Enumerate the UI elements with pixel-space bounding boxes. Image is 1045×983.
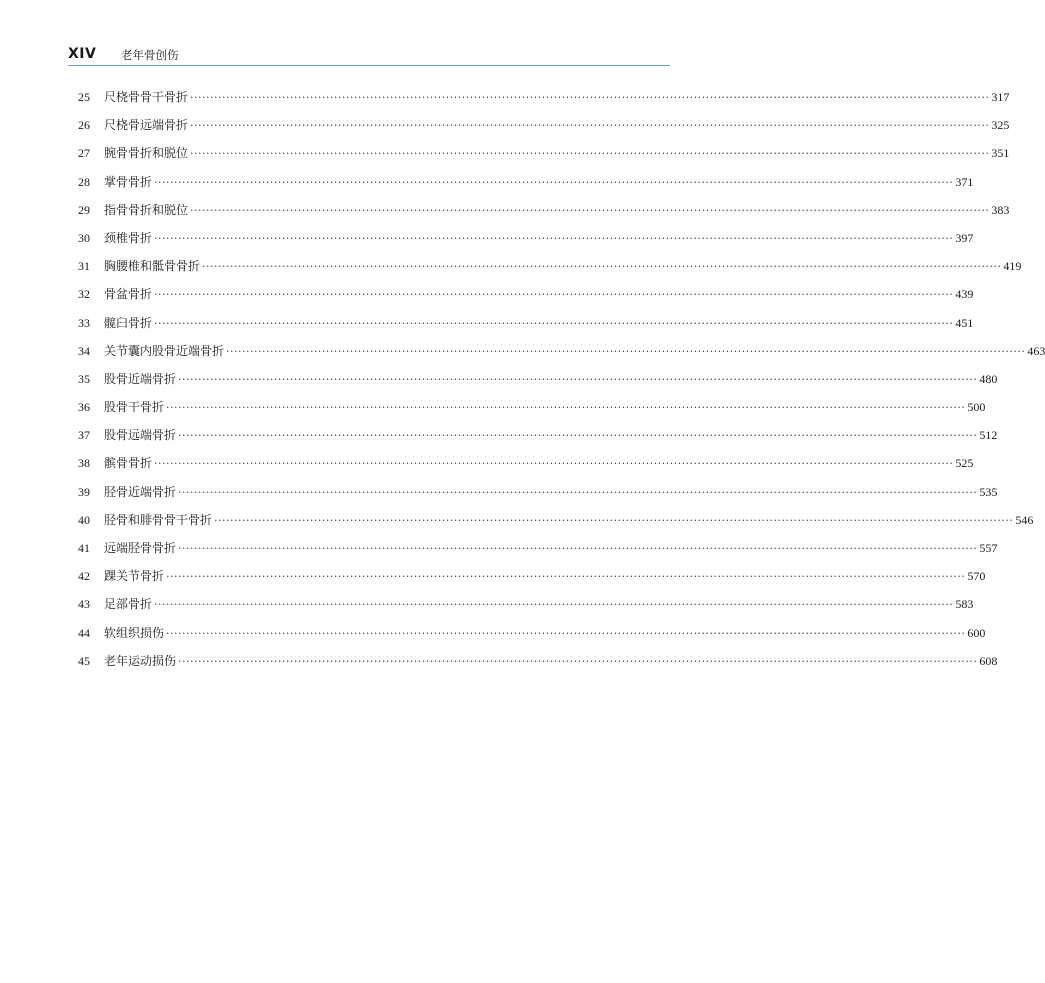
chapter-number: 33: [78, 315, 90, 330]
chapter-page-number: 546: [1015, 512, 1034, 527]
chapter-number: 37: [78, 428, 90, 443]
chapter-number: 26: [78, 118, 90, 133]
chapter-page-number: 525: [955, 456, 974, 471]
dot-leader: ········································································································································································································: [178, 429, 978, 443]
dot-leader: ········································································································································································································: [166, 401, 966, 415]
dot-leader: ········································································································································································································: [154, 457, 954, 471]
toc-entry[interactable]: [78, 257, 1022, 285]
toc-entry[interactable]: [78, 88, 1010, 116]
dot-leader: ········································································································································································································: [154, 598, 954, 612]
chapter-page-number: 371: [955, 174, 974, 189]
chapter-page-number: 463: [1027, 343, 1045, 358]
chapter-number: 38: [78, 456, 90, 471]
chapter-page-number: 419: [1003, 259, 1022, 274]
toc-entry[interactable]: [78, 454, 974, 482]
chapter-number: 41: [78, 541, 90, 555]
chapter-title[interactable]: 踝关节骨折: [104, 569, 165, 584]
chapter-number: 25: [78, 90, 90, 104]
chapter-title[interactable]: 远端胫骨骨折: [104, 541, 177, 555]
chapter-title[interactable]: 尺桡骨远端骨折: [104, 118, 189, 133]
chapter-number: 36: [78, 400, 90, 415]
dot-leader: ········································································································································································································: [214, 513, 1014, 527]
chapter-page-number: 325: [991, 118, 1010, 133]
dot-leader: ········································································································································································································: [190, 119, 990, 133]
book-title: 老年骨创伤: [121, 48, 179, 62]
header-rule: [68, 65, 670, 66]
chapter-number: 35: [78, 371, 90, 386]
chapter-page-number: 535: [979, 484, 998, 499]
toc-entry[interactable]: [78, 229, 974, 257]
toc-entry[interactable]: [78, 116, 1010, 144]
dot-leader: ········································································································································································································: [190, 91, 990, 104]
chapter-number: 27: [78, 146, 90, 161]
chapter-title[interactable]: 老年运动损伤: [104, 653, 177, 668]
dot-leader: ········································································································································································································: [178, 485, 978, 499]
dot-leader: ········································································································································································································: [178, 654, 978, 668]
toc-entry[interactable]: [78, 426, 998, 454]
chapter-title[interactable]: 胫骨和腓骨骨干骨折: [104, 512, 213, 527]
dot-leader: ········································································································································································································: [202, 260, 1002, 274]
table-of-contents: [78, 88, 1045, 680]
chapter-page-number: 583: [955, 597, 974, 612]
toc-entry[interactable]: [78, 539, 998, 567]
toc-entry[interactable]: [78, 201, 1010, 229]
chapter-page-number: 317: [991, 90, 1010, 104]
chapter-page-number: 451: [955, 315, 974, 330]
dot-leader: ········································································································································································································: [178, 542, 978, 555]
chapter-number: 43: [78, 597, 90, 612]
chapter-number: 30: [78, 230, 90, 245]
chapter-title[interactable]: 股骨干骨折: [104, 400, 165, 415]
toc-entry[interactable]: [78, 370, 998, 398]
page-number: XIV: [68, 46, 97, 62]
dot-leader: ········································································································································································································: [190, 203, 990, 217]
chapter-title[interactable]: 胫骨近端骨折: [104, 484, 177, 499]
chapter-title[interactable]: 髌骨骨折: [104, 456, 153, 471]
running-header: [68, 46, 670, 66]
chapter-page-number: 557: [979, 541, 998, 555]
dot-leader: ········································································································································································································: [178, 372, 978, 386]
dot-leader: ········································································································································································································: [166, 570, 966, 584]
toc-entry[interactable]: [78, 567, 986, 595]
chapter-page-number: 397: [955, 230, 974, 245]
dot-leader: ········································································································································································································: [154, 231, 954, 245]
chapter-page-number: 512: [979, 428, 998, 443]
chapter-title[interactable]: 髋臼骨折: [104, 315, 153, 330]
chapter-number: 34: [78, 343, 90, 358]
chapter-title[interactable]: 颈椎骨折: [104, 230, 153, 245]
chapter-title[interactable]: 足部骨折: [104, 597, 153, 612]
chapter-title[interactable]: 骨盆骨折: [104, 287, 153, 302]
toc-entry[interactable]: [78, 483, 998, 511]
toc-entry[interactable]: [78, 342, 1045, 370]
chapter-number: 32: [78, 287, 90, 302]
toc-entry[interactable]: [78, 624, 986, 652]
toc-entry[interactable]: [78, 173, 974, 201]
chapter-number: 28: [78, 174, 90, 189]
dot-leader: ········································································································································································································: [154, 316, 954, 330]
toc-entry[interactable]: [78, 595, 974, 623]
chapter-title[interactable]: 胸腰椎和骶骨骨折: [104, 259, 201, 274]
chapter-number: 45: [78, 653, 90, 668]
dot-leader: ········································································································································································································: [166, 626, 966, 640]
chapter-title[interactable]: 股骨近端骨折: [104, 371, 177, 386]
chapter-number: 44: [78, 625, 90, 640]
toc-entry[interactable]: [78, 144, 1010, 172]
chapter-page-number: 500: [967, 400, 986, 415]
toc-entry[interactable]: [78, 314, 974, 342]
chapter-title[interactable]: 关节囊内股骨近端骨折: [104, 343, 225, 358]
chapter-page-number: 480: [979, 371, 998, 386]
chapter-number: 31: [78, 259, 90, 274]
dot-leader: ········································································································································································································: [154, 288, 954, 302]
chapter-number: 42: [78, 569, 90, 584]
chapter-title[interactable]: 掌骨骨折: [104, 174, 153, 189]
chapter-page-number: 608: [979, 653, 998, 668]
toc-entry[interactable]: [78, 285, 974, 313]
chapter-page-number: 383: [991, 202, 1010, 217]
chapter-page-number: 439: [955, 287, 974, 302]
dot-leader: ········································································································································································································: [190, 147, 990, 161]
toc-entry[interactable]: [78, 652, 998, 680]
chapter-title[interactable]: 指骨骨折和脱位: [104, 202, 189, 217]
toc-entry[interactable]: [78, 398, 986, 426]
chapter-page-number: 570: [967, 569, 986, 584]
chapter-title[interactable]: 尺桡骨骨干骨折: [104, 90, 189, 104]
dot-leader: ········································································································································································································: [226, 344, 1026, 358]
chapter-page-number: 600: [967, 625, 986, 640]
chapter-page-number: 351: [991, 146, 1010, 161]
chapter-number: 40: [78, 512, 90, 527]
chapter-title[interactable]: 软组织损伤: [104, 625, 165, 640]
dot-leader: ········································································································································································································: [154, 175, 954, 189]
chapter-number: 29: [78, 202, 90, 217]
chapter-number: 39: [78, 484, 90, 499]
chapter-title[interactable]: 腕骨骨折和脱位: [104, 146, 189, 161]
chapter-title[interactable]: 股骨远端骨折: [104, 428, 177, 443]
toc-entry[interactable]: [78, 511, 1034, 539]
